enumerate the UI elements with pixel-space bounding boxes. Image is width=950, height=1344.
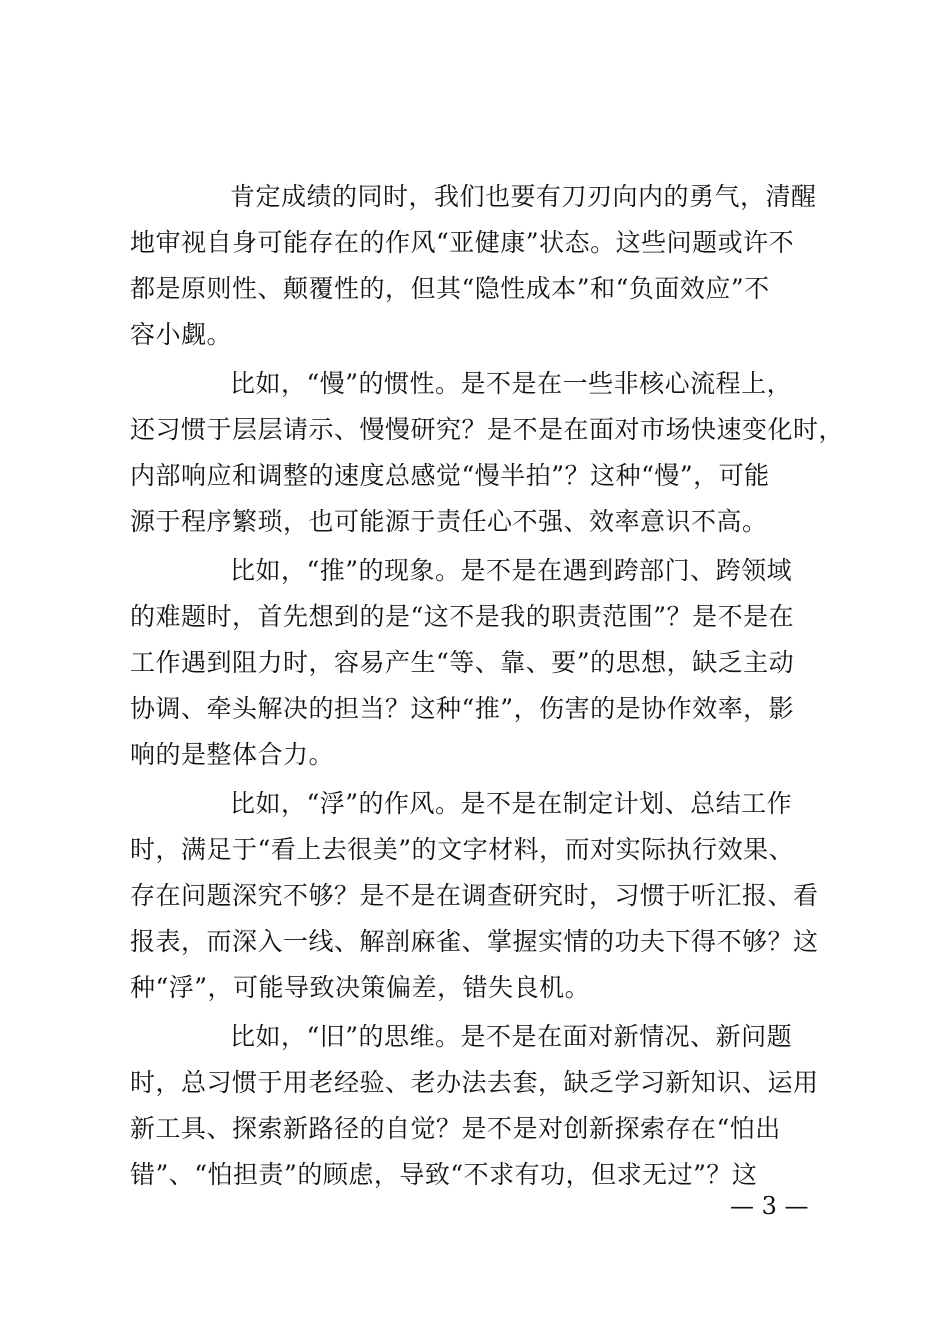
paragraph-line: 存在问题深究不够？是不是在调查研究时，习惯于听汇报、看 (130, 881, 819, 910)
paragraph-line: 响的是整体合力。 (130, 740, 335, 769)
paragraph-line: 源于程序繁琐，也可能源于责任心不强、效率意识不高。 (130, 507, 768, 536)
body-text (130, 174, 845, 1201)
paragraph-line: 种“浮”，可能导致决策偏差，错失良机。 (130, 973, 591, 1002)
paragraph-slow (130, 361, 845, 545)
paragraph-line: 错”、“怕担责”的顾虑，导致“不求有功，但求无过”？这 (130, 1160, 758, 1189)
paragraph-line: 比如，“浮”的作风。是不是在制定计划、总结工作 (230, 789, 793, 818)
paragraph-line: 容小觑。 (130, 320, 233, 349)
paragraph-line: 内部响应和调整的速度总感觉“慢半拍”？这种“慢”，可能 (130, 461, 770, 490)
paragraph-line: 肯定成绩的同时，我们也要有刀刃向内的勇气，清醒 (230, 182, 817, 211)
paragraph-line: 工作遇到阻力时，容易产生“等、靠、要”的思想，缺乏主动 (130, 648, 795, 677)
paragraph-line: 新工具、探索新路径的自觉？是不是对创新探索存在“怕出 (130, 1114, 781, 1143)
paragraph-line: 时，满足于“看上去很美”的文字材料，而对实际执行效果、 (130, 835, 795, 864)
paragraph-line: 时，总习惯于用老经验、老办法去套，缺乏学习新知识、运用 (130, 1068, 819, 1097)
paragraph-line: 协调、牵头解决的担当？这种“推”，伤害的是协作效率，影 (130, 694, 795, 723)
paragraph-line: 报表，而深入一线、解剖麻雀、掌握实情的功夫下得不够？这 (130, 927, 819, 956)
paragraph-line: 还习惯于层层请示、慢慢研究？是不是在面对市场快速变化时， (130, 415, 845, 444)
paragraph-line: 比如，“慢”的惯性。是不是在一些非核心流程上， (230, 369, 793, 398)
paragraph-line: 都是原则性、颠覆性的，但其“隐性成本”和“负面效应”不 (130, 274, 770, 303)
paragraph-line: 比如，“旧”的思维。是不是在面对新情况、新问题 (230, 1022, 793, 1051)
page-number: — 3 — (730, 1192, 809, 1220)
paragraph-self-review (130, 174, 820, 358)
paragraph-line: 比如，“推”的现象。是不是在遇到跨部门、跨领域 (230, 556, 793, 585)
paragraph-line: 地审视自身可能存在的作风“亚健康”状态。这些问题或许不 (130, 228, 795, 257)
paragraph-line: 的难题时，首先想到的是“这不是我的职责范围”？是不是在 (130, 602, 795, 631)
paragraph-old-thinking (130, 1014, 820, 1198)
paragraph-push (130, 548, 820, 778)
paragraph-superficial (130, 781, 820, 1011)
